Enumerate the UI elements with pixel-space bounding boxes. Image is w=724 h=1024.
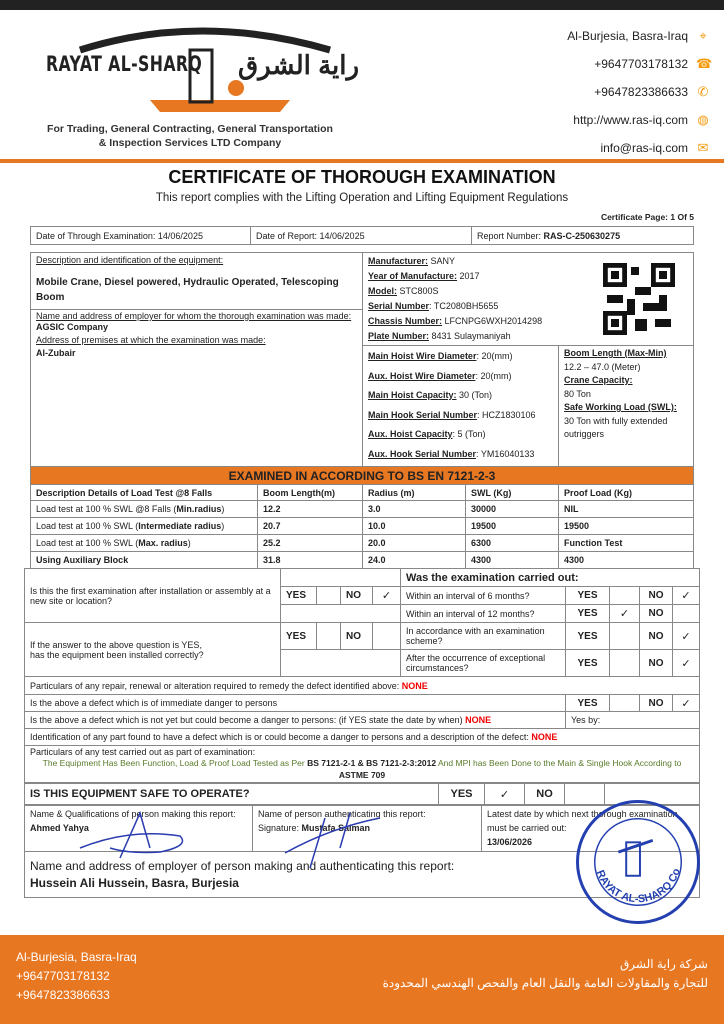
boom-cell: Boom Length (Max-Min) 12.2 – 47.0 (Meter) Crane Capacity: 80 Ton Safe Working Load (SWL): 30 Ton with fully extended outriggers [559,346,694,467]
check-mark: ✓ [485,784,525,805]
contact-address: Al-Burjesia, Basra-Iraq ⌖ [567,22,710,50]
check-mark: ✓ [373,587,401,605]
footer-company-description: للتجارة والمقاولات العامة والنقل العام والفحص الهندسي المحدودة [382,976,708,990]
logo-text-ar: راية الشرق [238,50,360,80]
footer-contacts [16,948,137,1005]
spec-list: Manufacturer: SANY Year of Manufacture: 2017 Model: STC800S Serial Number: TC2080BH5655 Chassis Number: LFCNPG6WXH2014298 Plate Number: 8431 Sulaymaniyah [368,256,543,341]
email-icon: ✉ [697,140,709,155]
column-header: Radius (m) [363,485,466,501]
table-row: Load test at 100 % SWL (Max. radius) 25.2 20.0 6300 Function Test [31,535,694,552]
svg-text:RAYAT AL-SHARQ Co.: RAYAT AL-SHARQ Co [593,866,683,906]
globe-icon: ◍ [697,112,709,127]
column-header: SWL (Kg) [466,485,559,501]
contact-website: http://www.ras-iq.com ◍ [573,112,709,127]
tagline-line: & Inspection Services LTD Company [98,137,282,149]
phone-icon: ✆ [697,84,709,99]
examination-questions-table: Is this the first examination after installation or assembly at a new site or location? Was the examination carried out: YES NO ✓ Within an interval of 6 months? YES NO ✓ Within an interval of 12 months? YES ✓ NO If the answer to the above question is YES, has the equipment been installed correctly? YES NO In accordance with an examination scheme? YES NO ✓ After the occurrence of exceptional circumstances? YES NO ✓ Particulars of any repair, renewal or alteration required to remedy the defect identified above: NONE Is the above a defect which is of immediate danger to persons YES NO ✓ Is the above a defect which is not yet but could become a danger to persons: (if YES state the date by when) NONE Yes by: Identification of any part found to have a defect which is or could become a danger to persons and a description of the defect: NONE Particulars of any test carried out as part of examination: The Equipment Has Been Function, Load & Proof Load Tested as Per BS 7121-2-1 & BS 7121-2-3:2012 And MPI has Been Done to the Main & Single Hook According to ASTME 709 [24,568,700,783]
logo-text-en: RAYAT AL-SHARQ [46,52,203,76]
column-header: Proof Load (Kg) [559,485,694,501]
location-pin-icon: ⌖ [699,28,707,43]
tagline-line: For Trading, General Contracting, General Transportation [47,123,333,135]
equipment-table [30,252,694,467]
table-row: Load test at 100 % SWL @8 Falls (Min.radius) 12.2 3.0 30000 NIL [31,501,694,518]
footer-company-name: شركة راية الشرق [619,957,708,971]
contact-phone: +9647823386633 ✆ [594,84,709,99]
hoist-cell: Main Hoist Wire Diameter: 20(mm) Aux. Hoist Wire Diameter: 20(mm) Main Hoist Capacity: 30 (Ton) Main Hook Serial Number: HCZ1830106 Aux. Hoist Capacity: 5 (Ton) Aux. Hook Serial Number: YM16040133 [363,346,559,467]
page-title: CERTIFICATE OF THOROUGH EXAMINATION [168,167,556,187]
check-mark: ✓ [610,605,640,623]
future-danger: Is the above a defect which is not yet but could become a danger to persons: (if YES state the date by when) NONE [25,712,566,729]
signature [40,808,460,868]
footer-company-arabic [383,955,708,993]
table-row: Load test at 100 % SWL (Intermediate radius) 20.7 10.0 19500 19500 [31,518,694,535]
phone-icon: ☎ [696,56,713,71]
load-test-table [30,466,694,569]
repair-particulars: Particulars of any repair, renewal or alteration required to remedy the defect identified above: NONE [25,677,700,695]
tests-carried-out: Particulars of any test carried out as part of examination: The Equipment Has Been Function, Load & Proof Load Tested as Per BS 7121-2-1 & BS 7121-2-3:2012 And MPI has Been Done to the Main & Single Hook According to ASTME 709 [25,746,700,783]
company-tagline [20,122,360,150]
top-bar [0,0,724,10]
contact-phone: +9647703178132 ☎ [594,56,713,71]
carried-out-title: Was the examination carried out: [401,569,700,587]
contact-email: info@ras-iq.com ✉ [600,140,709,155]
check-mark: ✓ [673,623,700,650]
check-mark: ✓ [673,587,700,605]
standard-banner: EXAMINED IN ACCORDING TO BS EN 7121-2-3 [31,467,694,485]
defect-identification: Identification of any part found to have a defect which is or could become a danger to persons and a description of the defect: NONE [25,729,700,746]
header-divider [0,159,724,163]
exam-date: Date of Through Examination: 14/06/2025 [31,227,251,245]
footer-address: Al-Burjesia, Basra-Iraq [16,950,137,964]
report-date: Date of Report: 14/06/2025 [251,227,472,245]
dates-table [30,226,694,245]
footer-phone: +9647703178132 [16,969,110,983]
equipment-description: Description and identification of the equipment: Mobile Crane, Diesel powered, Hydraulic Operated, Telescoping Boom Name and address of employer for whom the thorough examination was made: AGSIC Company Address of premises at which the examination was made: Al-Zubair [31,253,363,467]
employer-person: Name and address of employer of person making and authenticating this report: Hussein Ali Hussein, Basra, Burjesia [25,852,700,898]
page-subtitle: This report complies with the Lifting Operation and Lifting Equipment Regulations [155,192,569,204]
immediate-danger: Is the above a defect which is of immediate danger to persons [25,695,566,712]
table-row: Using Auxiliary Block 31.8 24.0 4300 4300 [31,552,694,569]
safe-to-operate-row: IS THIS EQUIPMENT SAFE TO OPERATE? YES ✓ NO [24,783,700,805]
check-mark: ✓ [673,695,700,712]
question-installed-correctly: If the answer to the above question is YES, has the equipment been installed correctly? [25,623,281,677]
company-stamp [576,800,700,924]
report-maker: Name & Qualifications of person making this report: Ahmed Yahya [25,806,253,852]
question-first-exam: Is this the first examination after installation or assembly at a new site or location? [25,569,281,623]
column-header: Description Details of Load Test @8 Falls [31,485,258,501]
contact-list [567,22,713,162]
footer-phone: +9647823386633 [16,988,110,1002]
qr-code[interactable] [603,263,675,335]
report-number: Report Number: RAS-C-250630275 [472,227,694,245]
next-exam-date: Latest date by which next thorough examination must be carried out: 13/06/2026 [482,806,700,852]
report-authenticator: Name of person authenticating this report: Signature: Mustafa Salman [253,806,482,852]
specs-cell [363,253,694,346]
check-mark: ✓ [673,650,700,677]
certificate-page: Certificate Page: 1 Of 5 [600,212,694,222]
column-header: Boom Length(m) [258,485,363,501]
